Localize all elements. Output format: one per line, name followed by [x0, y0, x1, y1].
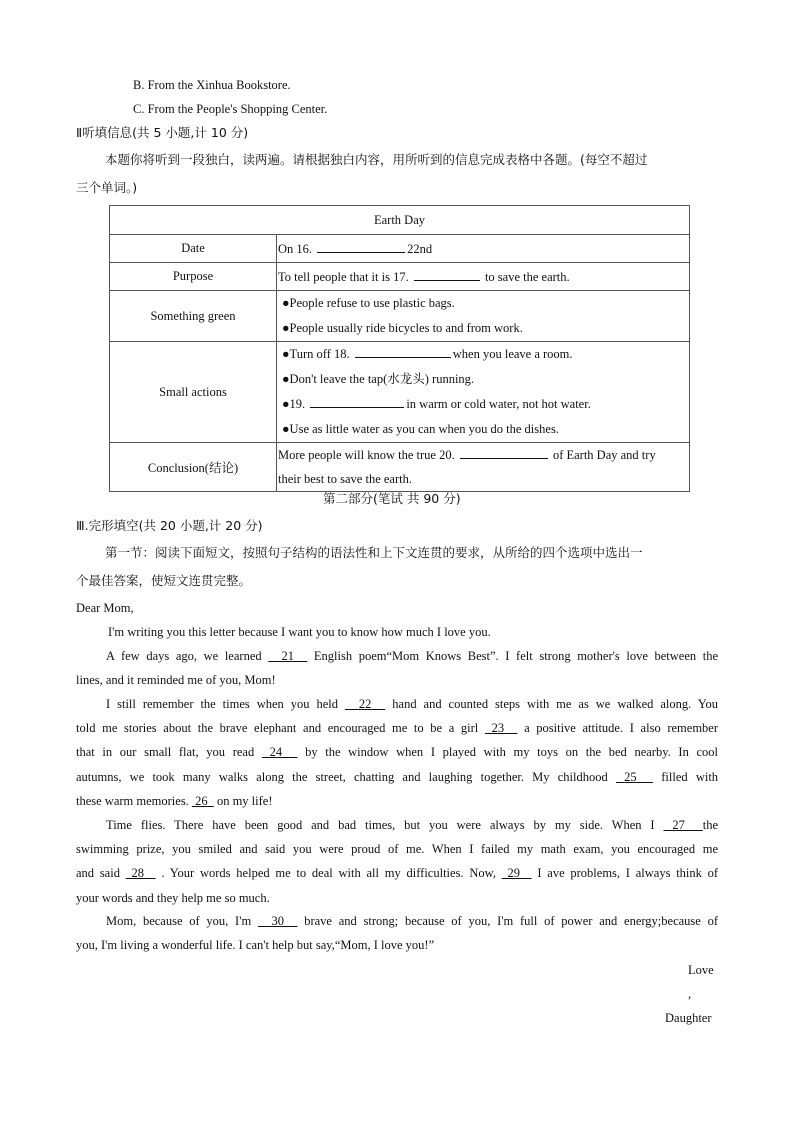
letter-closing-comma: ,: [688, 987, 692, 1001]
action-3-post: in warm or cold water, not hot water.: [406, 397, 591, 411]
p2-text-h: filled with: [661, 769, 718, 784]
blank-20[interactable]: [460, 446, 548, 459]
letter-signature: Daughter: [665, 1011, 712, 1025]
blank-26-number: 26: [195, 793, 208, 808]
table-row-actions: [110, 342, 690, 443]
p3-text-d: and said: [76, 866, 120, 881]
green-item-1: ●People refuse to use plastic bags.: [282, 296, 455, 310]
actions-value: [277, 342, 690, 443]
letter-paragraph-4: [76, 913, 718, 961]
p2-line-5: [76, 793, 718, 817]
action-item-2: ●Don't leave the tap(水龙头) running.: [282, 372, 475, 386]
letter-closing: Love: [688, 963, 714, 977]
action-3-pre: ●19.: [282, 397, 306, 411]
table-title: Earth Day: [110, 206, 690, 235]
purpose-pre: To tell people that it is 17.: [278, 270, 409, 284]
conclusion-value: [277, 443, 690, 492]
letter-paragraph-0: I'm writing you this letter because I want you to know how much I love you.: [108, 625, 491, 639]
date-value: [277, 235, 690, 263]
blank-25-number: 25: [624, 769, 637, 784]
blank-23-number: 23: [491, 721, 505, 736]
p2-text-j: on my life!: [216, 793, 273, 808]
blank-16[interactable]: [317, 240, 405, 253]
p2-text-i: these warm memories.: [76, 793, 189, 808]
action-item-1: [278, 342, 688, 367]
section3-instruction-line1: 第一节：阅读下面短文，按照句子结构的语法性和上下文连贯的要求，从所给的四个选项中选出一: [105, 545, 643, 560]
blank-24-number: 24: [269, 745, 283, 760]
section3-instruction-line2: 个最佳答案，使短文连贯完整。: [76, 573, 252, 588]
p4-text-a: Mom, because of you, I'm: [106, 914, 252, 928]
blank-27[interactable]: [664, 818, 703, 832]
action-item-4: ●Use as little water as you can when you do the dishes.: [282, 422, 559, 436]
blank-28[interactable]: [126, 866, 156, 880]
blank-30[interactable]: [258, 914, 298, 928]
conclusion-pre: More people will know the true 20.: [278, 448, 455, 462]
option-c: C. From the People's Shopping Center.: [133, 102, 328, 116]
p1-text-b: English poem“Mom Knows Best”. I felt strong mother's love between the: [313, 649, 718, 663]
p2-line-4: [76, 769, 718, 793]
p3-line-2: [76, 841, 718, 865]
table-row-date: [110, 235, 690, 263]
p3-text-f: I ave problems, I always think of: [537, 866, 718, 881]
p2-text-a: I still remember the times when you held: [106, 697, 338, 711]
purpose-post: to save the earth.: [484, 270, 570, 284]
blank-22[interactable]: [345, 697, 385, 711]
option-b: B. From the Xinhua Bookstore.: [133, 78, 291, 92]
blank-21[interactable]: [268, 649, 307, 663]
p3-line-1: [76, 817, 718, 841]
p2-text-e: that in our small flat, you read: [76, 745, 255, 760]
section2-instruction-line2: 三个单词。): [76, 180, 138, 195]
p2-line-2: [76, 720, 718, 744]
blank-21-number: 21: [281, 649, 294, 663]
section2-instruction-line1: 本题你将听到一段独白，读两遍。请根据独白内容，用所听到的信息完成表格中各题。(每空不超过: [105, 152, 648, 167]
p3-line-3: [76, 865, 718, 889]
conclusion-post: of Earth Day and try: [552, 448, 656, 462]
p2-text-g: autumns, we took many walks along the street, chatting and laughing together. My childhood: [76, 769, 608, 784]
blank-25[interactable]: [616, 770, 653, 784]
blank-22-number: 22: [358, 697, 372, 711]
conclusion-label: Conclusion(结论): [110, 443, 277, 492]
p2-line-3: [76, 744, 718, 768]
purpose-label: Purpose: [110, 263, 277, 291]
blank-30-number: 30: [271, 914, 284, 928]
blank-28-number: 28: [131, 866, 145, 881]
p2-line-1: [76, 696, 718, 720]
action-1-pre: ●Turn off 18.: [282, 347, 350, 361]
p3-text-a: Time flies. There have been good and bad times, but you were always by my side. When I: [106, 818, 655, 832]
section2-heading: Ⅱ听填信息(共 5 小题,计 10 分): [76, 125, 249, 140]
p2-text-c: told me stories about the brave elephant and encouraged me to be a girl: [76, 721, 479, 736]
p3-text-g: your words and they help me so much.: [76, 890, 270, 905]
actions-label: Small actions: [110, 342, 277, 443]
blank-27-number: 27: [672, 818, 685, 832]
p1-line-2: [76, 672, 718, 696]
date-label: Date: [110, 235, 277, 263]
blank-26[interactable]: [192, 794, 214, 808]
blank-18[interactable]: [355, 345, 451, 358]
p2-text-f: by the window when I played with my toys on the bed nearby. In cool: [305, 745, 718, 760]
p3-text-e: . Your words helped me to deal with all my difficulties. Now,: [161, 866, 496, 881]
green-item-2: ●People usually ride bicycles to and from work.: [282, 321, 523, 335]
date-pre: On 16.: [278, 242, 313, 256]
p3-line-4: [76, 890, 718, 914]
action-1-post: when you leave a room.: [452, 347, 573, 361]
p2-text-b: hand and counted steps with me as we walked along. You: [392, 697, 718, 711]
blank-17[interactable]: [414, 268, 480, 281]
section3-heading: Ⅲ.完形填空(共 20 小题,计 20 分): [76, 518, 263, 533]
action-item-3: [278, 392, 688, 417]
green-label: Something green: [110, 291, 277, 342]
p3-text-c: swimming prize, you smiled and said you were proud of me. When I failed my math exam, you encouraged me: [76, 842, 718, 857]
p4-line-2: [76, 937, 718, 961]
p1-text-a: A few days ago, we learned: [106, 649, 262, 663]
p3-text-b: the: [702, 818, 718, 832]
green-value: [277, 291, 690, 342]
blank-19[interactable]: [310, 395, 404, 408]
table-row-green: [110, 291, 690, 342]
p1-text-c: lines, and it reminded me of you, Mom!: [76, 673, 276, 688]
table-row-conclusion: [110, 443, 690, 492]
p4-text-b: brave and strong; because of you, I'm full of power and energy;because of: [304, 914, 718, 928]
conclusion-line2: their best to save the earth.: [278, 472, 412, 486]
letter-paragraph-3: [76, 817, 718, 914]
p4-line-1: [76, 913, 718, 937]
date-post: 22nd: [407, 242, 433, 256]
letter-paragraph-2: [76, 696, 718, 817]
letter-greeting: Dear Mom,: [76, 601, 134, 615]
letter-paragraph-1: [76, 648, 718, 696]
blank-24[interactable]: [262, 745, 298, 759]
earth-day-table: [109, 205, 690, 492]
table-row-purpose: [110, 263, 690, 291]
p4-text-c: you, I'm living a wonderful life. I can't help but say,“Mom, I love you!”: [76, 938, 435, 953]
part2-title: 第二部分(笔试 共 90 分): [323, 491, 461, 506]
blank-29-number: 29: [507, 866, 521, 881]
blank-23[interactable]: [485, 721, 517, 735]
blank-29[interactable]: [502, 866, 532, 880]
p1-line-1: [76, 648, 718, 672]
purpose-value: [277, 263, 690, 291]
p2-text-d: a positive attitude. I also remember: [524, 721, 718, 736]
